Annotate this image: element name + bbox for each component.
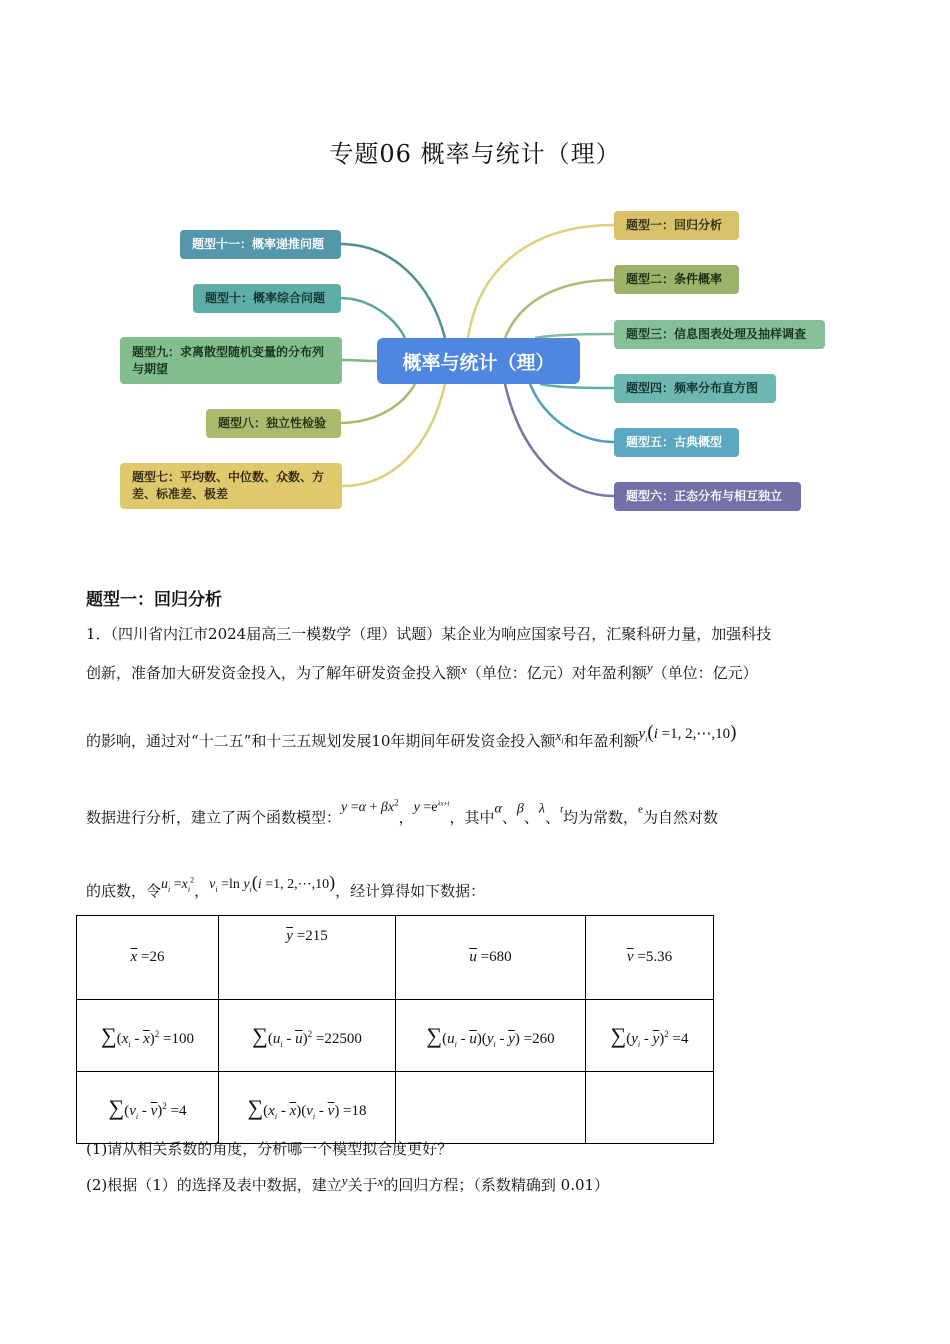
cell-vbar: $\overline{v} =5.36$ (586, 916, 714, 1000)
section-heading: 题型一：回归分析 (86, 590, 222, 610)
mindmap-node-right-1: 题型一：回归分析 (614, 211, 739, 240)
connector-4 (540, 384, 614, 388)
mindmap-node-left-10: 题型十：概率综合问题 (193, 284, 341, 313)
problem-line-1: 1．（四川省内江市2024届高三一模数学（理）试题）某企业为响应国家号召，汇聚科研力量，加强科技 (86, 625, 772, 643)
question-2: (2)根据（1）的选择及表中数据，建立y关于x的回归方程；（系数精确到 0.01） (86, 1173, 610, 1194)
problem-line-4: 数据进行分析，建立了两个函数模型：$y =\alpha + \beta x^2$，$y =e^{\lambda x+t}$，其中α、β、λ、$^t$均为常数，$^e$为自然对数 (86, 797, 718, 827)
mindmap-node-right-6: 题型六：正态分布与相互独立 (614, 482, 801, 511)
connector-7 (340, 244, 445, 338)
cell-suu: $\sum(u_i - \overline{u})^2 =22500$ (219, 1000, 396, 1072)
mindmap-node-left-11: 题型十一：概率递推问题 (180, 230, 341, 259)
problem-line-3: 的影响，通过对“十二五”和十三五规划发展10年期间年研发资金投入额$x_i$和年盈利额$y_i(i =1$, 2,⋯,10) (86, 722, 737, 750)
cell-ybar: $\overline{y} =215$ (219, 916, 396, 1000)
data-table (76, 915, 714, 1144)
cell-ubar: $\overline{u} =680$ (396, 916, 586, 1000)
mindmap-center: 概率与统计（理） (377, 338, 580, 384)
mindmap-node-left-7: 题型七：平均数、中位数、众数、方差、标准差、极差 (120, 463, 342, 509)
cell-empty-1 (396, 1072, 586, 1144)
mindmap-node-left-8: 题型八：独立性检验 (206, 409, 341, 438)
problem-line-5: 的底数，令$u_i =x_i^2$，$v_i =\ln$ $y_i(i =1$, 2,⋯,10)，经计算得如下数据： (86, 872, 486, 900)
cell-svv: $\sum(v_i - \overline{v})^2 =4$ (77, 1072, 219, 1144)
page-title: 专题06 概率与统计（理） (329, 140, 621, 168)
cell-empty-2 (586, 1072, 714, 1144)
mindmap-node-right-4: 题型四：频率分布直方图 (614, 374, 776, 403)
connector-5 (530, 384, 614, 442)
table-row (77, 1072, 714, 1144)
cell-sxv: $\sum(x_i - \overline{x})(v_i - \overline{v}) =18$ (219, 1072, 396, 1144)
connector-8 (340, 298, 405, 338)
connector-11 (342, 384, 445, 486)
mindmap-node-left-9: 题型九：求离散型随机变量的分布列与期望 (120, 337, 342, 384)
table-row (77, 1000, 714, 1072)
cell-suy: $\sum(u_i - \overline{u})(y_i - \overline{y}) =260$ (396, 1000, 586, 1072)
cell-sxx: $\sum(x_i - \overline{x})^2 =100$ (77, 1000, 219, 1072)
connector-10 (340, 384, 415, 423)
table-row (77, 916, 714, 1000)
mindmap-node-right-3: 题型三：信息图表处理及抽样调查 (614, 320, 825, 349)
problem-line-2: 创新，准备加大研发资金投入，为了解年研发资金投入额x（单位：亿元）对年盈利额y（单位：亿元） (86, 660, 758, 682)
question-1: (1)请从相关系数的角度，分析哪一个模型拟合度更好？ (86, 1140, 453, 1158)
connector-9 (342, 360, 377, 361)
mindmap-node-right-5: 题型五：古典概型 (614, 428, 739, 457)
connector-2 (505, 280, 614, 338)
mindmap-node-right-2: 题型二：条件概率 (614, 265, 739, 294)
cell-xbar: $\overline{x} =26$ (77, 916, 219, 1000)
cell-syy: $\sum(y_i - \overline{y})^2 =4$ (586, 1000, 714, 1072)
